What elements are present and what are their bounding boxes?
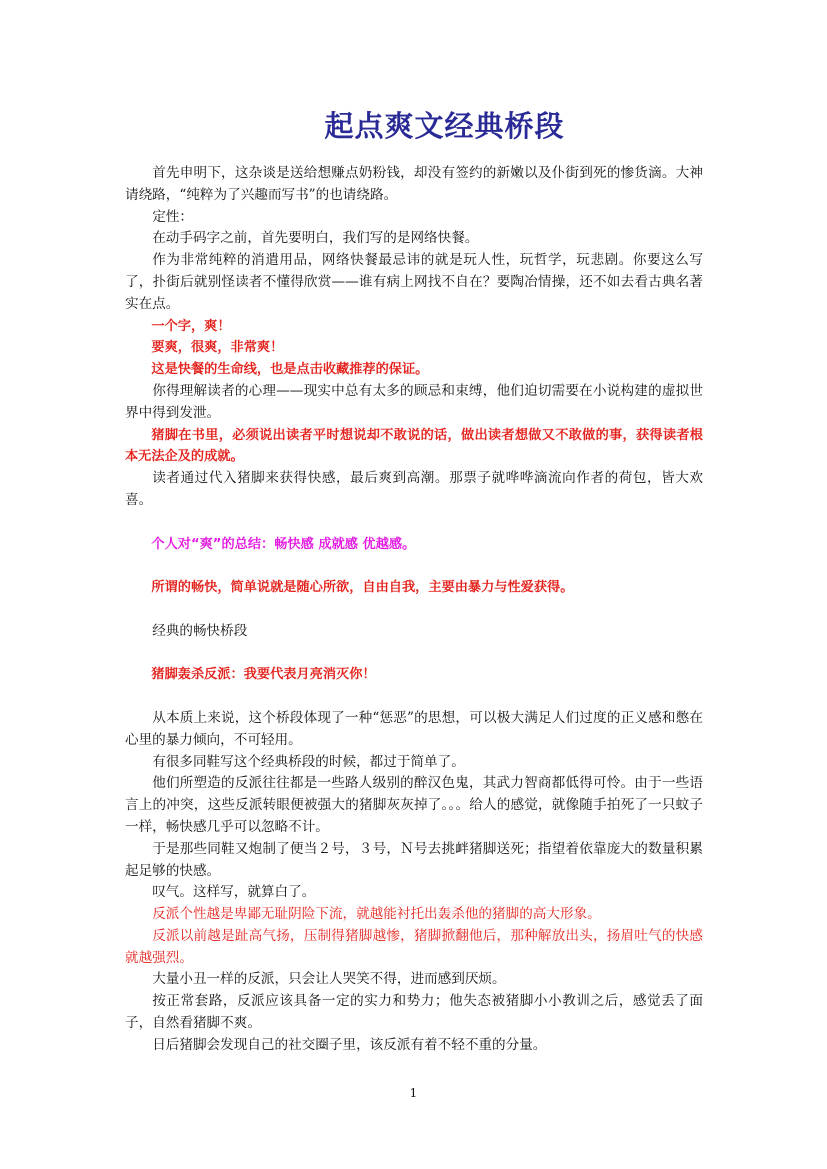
red-paragraph: 反派个性越是卑鄙无耻阴险下流，就越能衬托出轰杀他的猪脚的高大形象。 [152, 906, 601, 923]
paragraph: 首先申明下，这杂谈是送给想赚点奶粉钱，却没有签约的新嫩以及仆街到死的惨货滴。大神请绕路，“纯粹为了兴趣而写书”的也请绕路。 [125, 165, 703, 203]
paragraph: 作为非常纯粹的消遣用品，网络快餐最忌讳的就是玩人性，玩哲学，玩悲剧。你要这么写了，扑街后就别怪读者不懂得欣赏——谁有病上网找不自在？要陶冶情操，还不如去看古典名著实在点。 [125, 252, 703, 312]
emphasis-paragraph: 一个字，爽！ [151, 318, 231, 334]
paragraph: 日后猪脚会发现自己的社交圈子里，该反派有着不轻不重的分量。 [152, 1036, 547, 1053]
page-title: 起点爽文经典桥段 [324, 109, 565, 143]
page-number: 1 [409, 1086, 418, 1100]
paragraph: 大量小丑一样的反派，只会让人哭笑不得，进而感到厌烦。 [152, 971, 506, 988]
spacer [125, 643, 703, 665]
emphasis-paragraph: 要爽，很爽，非常爽！ [151, 340, 284, 356]
paragraph: 叹气。这样写，就算白了。 [152, 884, 316, 901]
spacer [125, 512, 703, 534]
emphasis-paragraph: 所谓的畅快，简单说就是随心所欲，自由自我，主要由暴力与性爱获得。 [151, 580, 574, 596]
paragraph: 有很多同鞋写这个经典桥段的时候，都过于简单了。 [152, 753, 465, 770]
spacer [125, 555, 703, 577]
paragraph: 于是那些同鞋又炮制了便当２号，３号，Ｎ号去挑衅猪脚送死；指望着依靠庞大的数量积累起足够的快感。 [125, 840, 703, 879]
emphasis-paragraph: 猪脚在书里，必须说出读者平时想说却不敢说的话，做出读者想做又不敢做的事，获得读者根本无法企及的成就。 [125, 427, 703, 465]
paragraph: 从本质上来说，这个桥段体现了一种“惩恶”的思想，可以极大满足人们过度的正义感和憋在心里的暴力倾向，不可轻用。 [125, 709, 703, 748]
red-paragraph: 反派以前越是趾高气扬，压制得猪脚越惨，猪脚掀翻他后，那种解放出头，扬眉吐气的快感就越强烈。 [125, 927, 703, 966]
emphasis-paragraph: 这是快餐的生命线，也是点击收藏推荐的保证。 [151, 362, 429, 378]
paragraph: 读者通过代入猪脚来获得快感，最后爽到高潮。那票子就哗哗滴流向作者的荷包，皆大欢喜。 [125, 470, 703, 508]
paragraph: 定性： [152, 208, 193, 225]
summary-paragraph: 个人对“爽”的总结：畅快感 成就感 优越感。 [151, 536, 416, 552]
paragraph: 你得理解读者的心理——现实中总有太多的顾忌和束缚，他们迫切需要在小说构建的虚拟世界中得到发泄。 [125, 382, 703, 421]
paragraph: 他们所塑造的反派往往都是一些路人级别的醉汉色鬼，其武力智商都低得可怜。由于一些语言上的冲突，这些反派转眼便被强大的猪脚灰灰掉了。。。给人的感觉，就像随手拍死了一只蚊子一样，畅快感几乎可以忽略不计。 [125, 775, 703, 835]
paragraph: 在动手码字之前，首先要明白，我们写的是网络快餐。 [152, 230, 479, 247]
section-heading: 经典的畅快桥段 [152, 622, 248, 639]
paragraph: 按正常套路，反派应该具备一定的实力和势力；他失态被猪脚小小教训之后，感觉丢了面子，自然看猪脚不爽。 [125, 993, 703, 1032]
spacer [125, 686, 703, 708]
spacer [125, 599, 703, 621]
document-body [125, 163, 703, 1057]
emphasis-paragraph: 猪脚轰杀反派：我要代表月亮消灭你！ [151, 667, 376, 683]
